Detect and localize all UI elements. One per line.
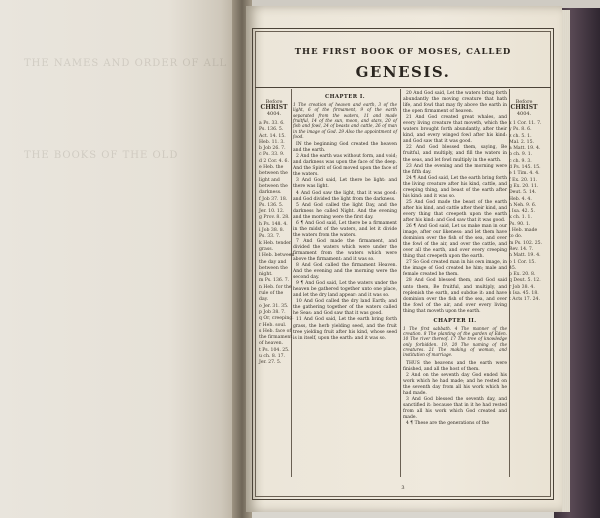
margin-ref: z ch. 5. 1. — [509, 133, 532, 139]
margin-ref: night. — [259, 272, 273, 278]
margin-ref: the firmament — [259, 335, 293, 341]
verse: 3 And God blessed the seventh day, and sanctified it: because that in it he had rested from all his work which God created and made. — [403, 396, 507, 420]
verse-list — [403, 361, 507, 428]
margin-ref: x 1 Cor. 11. 7. — [509, 121, 542, 126]
margin-ref: 45. — [509, 265, 517, 271]
margin-ref: g Prov. 8. 28. — [259, 215, 290, 221]
margin-ref: k ch. 1. 1. — [509, 215, 532, 221]
margin-ref-list — [259, 121, 295, 367]
margin-ref: Heb. 4. 4. — [509, 196, 532, 202]
verse-list — [293, 142, 397, 342]
verse: 2 And on the seventh day God ended his work which he had made; and he rested on the seventh day from all his work which he had made. — [403, 372, 507, 396]
verse: 2 And the earth was without form, and void; and darkness was upon the face of the deep. And the Spirit of God moved upon the face of the waters. — [293, 154, 397, 178]
page-frame — [252, 28, 554, 500]
margin-ref: Rev. 14. 7. — [509, 246, 534, 252]
margin-ref: Deut. 5. 14. — [509, 190, 537, 196]
margin-ref: f Job 37. 18. — [259, 196, 288, 202]
chapter-summary: 1 The creation of heaven and earth, 3 of the light, 6 of the firmament, 9 of the earth separated from the waters, 11 and made fruitful, 14 of the sun, moon, and stars, 20 of fish and fowl, 24 of beasts and cattle, 26 of man in the image of God. 29 Also the appointment of food. — [293, 102, 397, 139]
margin-ref: g Ex. 20. 11. — [509, 183, 539, 189]
margin-ref: Jer. 27. 5. — [259, 360, 282, 366]
margin-ref: s Heb. face of — [259, 328, 292, 334]
chapter-heading: CHAPTER II. — [433, 317, 477, 324]
verse: 8 And God called the firmament Heaven. And the evening and the morning were the second day. — [293, 263, 397, 281]
margin-ref: i Job 38. 8. — [259, 228, 285, 234]
margin-ref: f Ex. 20. 11. — [509, 177, 538, 183]
margin-ref: k Heb. tender — [259, 240, 292, 246]
margin-ref: o 1 Cor. 15. — [509, 259, 536, 265]
verse: 27 So God created man in his own image, in the image of God created he him; male and female created he them. — [403, 260, 507, 278]
margin-head-christ: CHRIST — [260, 104, 288, 111]
margin-ref: grass. — [259, 246, 274, 252]
margin-ref: Jer. 10. 12. — [259, 209, 285, 215]
verse: 4 And God saw the light, that it was good: and God divided the light from the darkness. — [293, 190, 397, 202]
verse: 24 ¶ And God said, Let the earth bring forth the living creature after his kind, cattle, and creeping thing, and beast of the earth after his kind: and it was so. — [403, 175, 507, 199]
margin-ref: c Ps. 33. 9. — [259, 152, 285, 158]
verse: 21 And God created great whales, and every living creature that moveth, which the waters brought forth abundantly, after their kind, and every winged fowl after his kind: and God saw that it was good. — [403, 115, 507, 145]
margin-ref: a Matt. 19. 4. — [509, 146, 541, 152]
margin-ref: between the — [259, 265, 288, 271]
verse: 28 And God blessed them, and God said unto them, Be fruitful, and multiply, and replenish the earth, and subdue it: and have dominion over the fish of the sea, and over the fowl of the air, and over every living thing that moveth upon the earth. — [403, 278, 507, 314]
margin-ref: e 1 Tim. 4. 4. — [509, 171, 540, 177]
margin-head-before: Before — [265, 99, 283, 105]
margin-ref: Act. 14. 15. — [259, 133, 286, 139]
margin-ref: d Ps. 145. 15. — [509, 165, 541, 171]
margin-ref: m Ps. 136. 7. — [259, 278, 290, 284]
chapter-heading: CHAPTER I. — [324, 94, 366, 100]
verse: 10 And God called the dry land Earth; and the gathering together of the waters called he Seas: and God saw that it was good. — [293, 299, 397, 317]
show-through-text: THE BOOKS OF THE OLD — [24, 150, 179, 161]
margin-ref: n Heb. for the — [259, 284, 292, 290]
margin-ref: Ps. 90. 1. — [509, 221, 531, 227]
margin-ref: h Ps. 148. 4. — [259, 221, 288, 227]
margin-ref: rule of the — [259, 291, 284, 297]
margin-ref: between the — [259, 183, 288, 189]
margin-ref: light and — [259, 177, 280, 183]
margin-ref: t Ps. 104. 25. — [259, 347, 290, 353]
margin-ref: Mal. 2. 15. — [509, 139, 534, 145]
verse: 22 And God blessed them, saying, Be fruitful, and multiply, and fill the waters in the seas, and let fowl multiply in the earth. — [403, 145, 507, 163]
margin-ref: between the — [259, 171, 288, 177]
margin-ref: l Heb. made — [509, 228, 538, 234]
chapter-summary: 1 The first sabbath. 4 The manner of the creation. 8 The planting of the garden of Eden. 10 The river thereof. 17 The tree of knowledge only forbidden. 19, 20 The naming of the creatures. 21 The making of woman, and institution of marriage. — [403, 325, 507, 358]
verse: 20 And God said, Let the waters bring forth abundantly the moving creature that hath life, and fowl that may fly above the earth in the open firmament of heaven. — [403, 91, 507, 115]
margin-head-christ: CHRIST — [510, 104, 538, 111]
margin-ref: p Job 38. 7. — [259, 309, 286, 315]
margin-ref: m Ps. 102. 25. — [509, 240, 543, 246]
margin-head — [509, 99, 539, 117]
verse: 26 ¶ And God said, Let us make man in our image, after our likeness: and let them have dominion over the fish of the sea, and over the fowl of the air, and over the cattle, and over all the earth, and over every creeping thing that creepeth upon the earth. — [403, 224, 507, 260]
margin-ref: y Ps. 8. 6. — [509, 127, 532, 133]
column-rule — [400, 89, 401, 477]
verse: 25 And God made the beast of the earth after his kind, and cattle after their kind, and every thing that creepeth upon the earth after his kind: and God saw that it was good. — [403, 199, 507, 223]
margin-ref: r Job 38. 4. — [509, 284, 535, 290]
margin-ref-list — [509, 121, 543, 304]
margin-ref: o Jer. 31. 35. — [259, 303, 289, 309]
margin-ref: p Ex. 20. 8. — [509, 272, 536, 278]
margin-head-year: 4004. — [516, 111, 532, 117]
verse: IN the beginning God created the heaven and the earth. — [293, 142, 397, 154]
text-column-2 — [403, 91, 507, 427]
margin-ref: Ps. 136. 5. — [259, 127, 284, 133]
margin-ref: n Matt. 19. 4. — [509, 253, 541, 259]
margin-ref: h Neh. 9. 6. — [509, 202, 537, 208]
margin-head-year: 4004. — [266, 111, 282, 117]
margin-ref: t Acts 17. 24. — [509, 297, 540, 303]
title-rule — [255, 87, 551, 88]
verse: 4 ¶ These are the generations of the — [406, 421, 489, 427]
margin-ref: darkness. — [259, 190, 282, 196]
book-title: GENESIS. — [355, 63, 451, 81]
margin-head-before: Before — [515, 99, 533, 105]
verse-list — [403, 91, 507, 315]
verse: 3 And God said, Let there be light: and there was light. — [293, 178, 397, 190]
verse: 7 And God made the firmament, and divided the waters which were under the firmament from the waters which were above the firmament: and it was so. — [293, 238, 397, 263]
verse: 5 And God called the light Day, and the darkness he called Night. And the evening and the morning were the first day. — [293, 202, 397, 220]
margin-ref: b ch. 9. 1. — [509, 152, 533, 158]
margin-ref: day. — [259, 297, 269, 303]
verse: 23 And the evening and the morning were the fifth day. — [403, 163, 507, 175]
margin-ref: Heb. 11. 3. — [259, 139, 285, 145]
margin-ref: a Ps. 33. 6. — [259, 121, 285, 126]
margin-ref: c ch. 9. 3. — [509, 158, 532, 164]
margin-ref: e Heb. the — [259, 165, 284, 171]
margin-head — [259, 99, 289, 117]
margin-ref: r Heb. soul. — [259, 322, 287, 328]
margin-ref: of heaven. — [259, 341, 284, 347]
margin-ref: b Job 26. 7. — [259, 146, 286, 152]
left-page — [0, 0, 240, 518]
margin-ref: i Isa. 42. 5. — [509, 209, 535, 215]
book-heading: THE FIRST BOOK OF MOSES, CALLED — [294, 47, 512, 57]
margin-references-right — [509, 99, 543, 304]
margin-ref: d 2 Cor. 4. 6. — [259, 158, 289, 164]
margin-ref: l Heb. between — [259, 253, 295, 259]
verse: THUS the heavens and the earth were finished, and all the host of them. — [403, 360, 507, 372]
show-through-text: THE NAMES AND ORDER OF ALL — [24, 58, 228, 69]
margin-ref: q Deut. 5. 12. — [509, 278, 541, 284]
right-page — [246, 6, 562, 512]
margin-ref: Ps. 136. 5. — [259, 202, 284, 208]
margin-ref: u ch. 8. 17. — [259, 353, 286, 359]
margin-references-left — [259, 99, 295, 367]
verse: 9 ¶ And God said, Let the waters under the heaven be gathered together unto one place, and let the dry land appear: and it was so. — [293, 281, 397, 299]
margin-ref: q Or, creeping. — [259, 316, 294, 322]
margin-ref: Ps. 33. 7. — [259, 234, 281, 240]
verse: 6 ¶ And God said, Let there be a firmament in the midst of the waters, and let it divide the waters from the waters. — [293, 220, 397, 238]
verse: 11 And God said, Let the earth bring forth grass, the herb yielding seed, and the fruit tree yielding fruit after his kind, whose seed is in itself, upon the earth: and it was so. — [293, 317, 397, 341]
margin-ref: s Isa. 45. 18. — [509, 291, 539, 297]
column-rule — [291, 89, 292, 477]
page-number: 3 — [401, 485, 405, 491]
margin-ref: the day and — [259, 259, 287, 265]
margin-ref: to do. — [509, 234, 523, 240]
text-column-1 — [293, 91, 397, 342]
